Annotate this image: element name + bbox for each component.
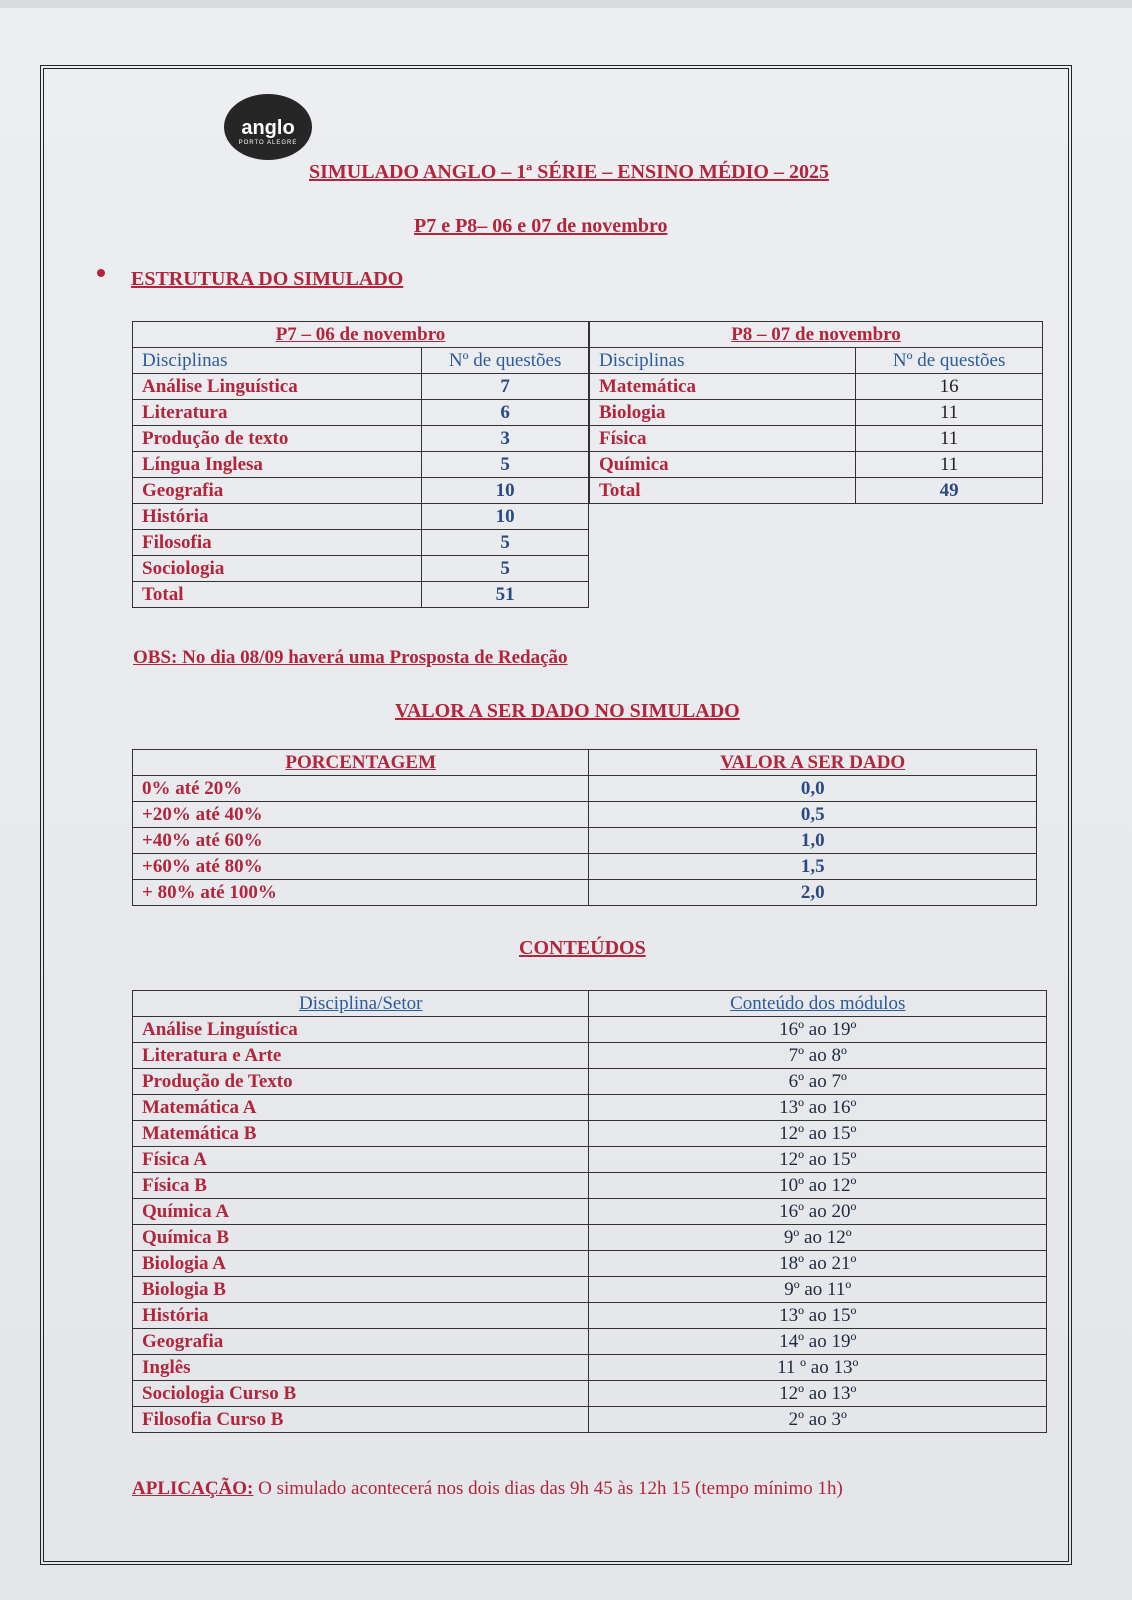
p8-discipline-cell: Biologia xyxy=(590,400,856,426)
table-row xyxy=(133,1147,1047,1173)
p7-count-cell: 3 xyxy=(422,426,589,452)
table-row xyxy=(133,504,589,530)
p7-count-cell: 6 xyxy=(422,400,589,426)
page-subtitle: P7 e P8– 06 e 07 de novembro xyxy=(414,215,668,237)
grading-header-row xyxy=(133,750,1037,776)
p7-discipline-cell: Total xyxy=(133,582,422,608)
contents-subject-cell: Inglês xyxy=(133,1355,589,1381)
grading-col-value: VALOR A SER DADO xyxy=(589,750,1037,776)
table-row xyxy=(133,426,589,452)
table-row xyxy=(590,426,1043,452)
p7-discipline-cell: Língua Inglesa xyxy=(133,452,422,478)
grading-heading: VALOR A SER DADO NO SIMULADO xyxy=(395,700,740,722)
table-row xyxy=(133,1017,1047,1043)
p7-count-cell: 7 xyxy=(422,374,589,400)
grading-table xyxy=(132,749,1037,906)
grading-value-cell: 0,5 xyxy=(589,802,1037,828)
table-row xyxy=(133,776,1037,802)
contents-subject-cell: Matemática A xyxy=(133,1095,589,1121)
structure-heading: ESTRUTURA DO SIMULADO xyxy=(131,268,404,290)
contents-subject-cell: Análise Linguística xyxy=(133,1017,589,1043)
p7-discipline-cell: Sociologia xyxy=(133,556,422,582)
table-row xyxy=(590,452,1043,478)
table-row xyxy=(133,530,589,556)
contents-modules-cell: 16º ao 20º xyxy=(589,1199,1047,1225)
contents-modules-cell: 9º ao 12º xyxy=(589,1225,1047,1251)
grading-value-cell: 1,0 xyxy=(589,828,1037,854)
contents-modules-cell: 6º ao 7º xyxy=(589,1069,1047,1095)
table-row xyxy=(590,400,1043,426)
p8-discipline-cell: Matemática xyxy=(590,374,856,400)
grading-value-cell: 2,0 xyxy=(589,880,1037,906)
table-row xyxy=(133,1329,1047,1355)
p8-count-cell: 11 xyxy=(856,452,1043,478)
table-row xyxy=(133,582,589,608)
anglo-logo xyxy=(224,94,312,160)
table-row xyxy=(133,828,1037,854)
grading-col-percent: PORCENTAGEM xyxy=(133,750,589,776)
p8-col-discipline: Disciplinas xyxy=(590,348,856,374)
contents-modules-cell: 11 º ao 13º xyxy=(589,1355,1047,1381)
p7-count-cell: 10 xyxy=(422,504,589,530)
contents-subject-cell: Física A xyxy=(133,1147,589,1173)
p7-count-cell: 51 xyxy=(422,582,589,608)
p8-discipline-cell: Química xyxy=(590,452,856,478)
p7-discipline-cell: Geografia xyxy=(133,478,422,504)
contents-col-subject: Disciplina/Setor xyxy=(133,991,589,1017)
p7-count-cell: 5 xyxy=(422,556,589,582)
table-row xyxy=(133,1043,1047,1069)
table-row xyxy=(133,1381,1047,1407)
contents-subject-cell: Física B xyxy=(133,1173,589,1199)
p8-count-cell: 49 xyxy=(856,478,1043,504)
p8-table xyxy=(589,321,1043,504)
grading-value-cell: 0,0 xyxy=(589,776,1037,802)
contents-table xyxy=(132,990,1047,1433)
application-note xyxy=(132,1478,843,1500)
contents-modules-cell: 16º ao 19º xyxy=(589,1017,1047,1043)
table-row xyxy=(133,1121,1047,1147)
table-row xyxy=(133,802,1037,828)
contents-subject-cell: Química B xyxy=(133,1225,589,1251)
contents-heading: CONTEÚDOS xyxy=(519,937,646,959)
contents-subject-cell: Produção de Texto xyxy=(133,1069,589,1095)
table-row xyxy=(133,1225,1047,1251)
contents-modules-cell: 12º ao 13º xyxy=(589,1381,1047,1407)
table-row xyxy=(590,478,1043,504)
contents-subject-cell: História xyxy=(133,1303,589,1329)
contents-modules-cell: 13º ao 15º xyxy=(589,1303,1047,1329)
p8-title-row xyxy=(590,322,1043,348)
p7-header-row xyxy=(133,348,589,374)
p7-count-cell: 5 xyxy=(422,530,589,556)
p8-count-cell: 16 xyxy=(856,374,1043,400)
p7-count-cell: 5 xyxy=(422,452,589,478)
logo-subtext: PORTO ALEGRE xyxy=(238,139,298,146)
table-row xyxy=(133,1355,1047,1381)
p7-title: P7 – 06 de novembro xyxy=(133,322,589,348)
table-row xyxy=(133,478,589,504)
p8-discipline-cell: Física xyxy=(590,426,856,452)
contents-modules-cell: 13º ao 16º xyxy=(589,1095,1047,1121)
contents-subject-cell: Geografia xyxy=(133,1329,589,1355)
p7-count-cell: 10 xyxy=(422,478,589,504)
grading-range-cell: +20% até 40% xyxy=(133,802,589,828)
p7-discipline-cell: Análise Linguística xyxy=(133,374,422,400)
bullet-icon xyxy=(97,269,105,277)
contents-modules-cell: 2º ao 3º xyxy=(589,1407,1047,1433)
table-row xyxy=(133,1069,1047,1095)
contents-modules-cell: 12º ao 15º xyxy=(589,1121,1047,1147)
table-row xyxy=(133,880,1037,906)
p7-discipline-cell: História xyxy=(133,504,422,530)
table-row xyxy=(133,1277,1047,1303)
contents-modules-cell: 12º ao 15º xyxy=(589,1147,1047,1173)
contents-modules-cell: 9º ao 11º xyxy=(589,1277,1047,1303)
table-row xyxy=(133,1095,1047,1121)
table-row xyxy=(133,556,589,582)
contents-subject-cell: Literatura e Arte xyxy=(133,1043,589,1069)
p7-discipline-cell: Produção de texto xyxy=(133,426,422,452)
page-title: SIMULADO ANGLO – 1ª SÉRIE – ENSINO MÉDIO – 2025 xyxy=(309,161,829,183)
p8-header-row xyxy=(590,348,1043,374)
contents-subject-cell: Biologia A xyxy=(133,1251,589,1277)
contents-subject-cell: Sociologia Curso B xyxy=(133,1381,589,1407)
p7-col-discipline: Disciplinas xyxy=(133,348,422,374)
contents-col-modules: Conteúdo dos módulos xyxy=(589,991,1047,1017)
table-row xyxy=(133,1199,1047,1225)
table-row xyxy=(133,1173,1047,1199)
table-row xyxy=(133,374,589,400)
table-row xyxy=(133,400,589,426)
table-row xyxy=(133,452,589,478)
grading-range-cell: 0% até 20% xyxy=(133,776,589,802)
table-row xyxy=(590,374,1043,400)
contents-subject-cell: Biologia B xyxy=(133,1277,589,1303)
contents-header-row xyxy=(133,991,1047,1017)
obs-note: OBS: No dia 08/09 haverá uma Prosposta de Redação xyxy=(133,647,568,668)
grading-range-cell: +40% até 60% xyxy=(133,828,589,854)
application-text: O simulado acontecerá nos dois dias das 9h 45 às 12h 15 (tempo mínimo 1h) xyxy=(253,1478,843,1499)
grading-range-cell: +60% até 80% xyxy=(133,854,589,880)
p7-discipline-cell: Filosofia xyxy=(133,530,422,556)
table-row xyxy=(133,1251,1047,1277)
table-row xyxy=(133,1407,1047,1433)
table-row xyxy=(133,854,1037,880)
p8-count-cell: 11 xyxy=(856,400,1043,426)
contents-modules-cell: 10º ao 12º xyxy=(589,1173,1047,1199)
p8-col-questions: Nº de questões xyxy=(856,348,1043,374)
contents-modules-cell: 14º ao 19º xyxy=(589,1329,1047,1355)
grading-value-cell: 1,5 xyxy=(589,854,1037,880)
p8-count-cell: 11 xyxy=(856,426,1043,452)
contents-modules-cell: 7º ao 8º xyxy=(589,1043,1047,1069)
contents-subject-cell: Matemática B xyxy=(133,1121,589,1147)
p7-col-questions: Nº de questões xyxy=(422,348,589,374)
contents-subject-cell: Química A xyxy=(133,1199,589,1225)
contents-modules-cell: 18º ao 21º xyxy=(589,1251,1047,1277)
p7-table xyxy=(132,321,589,608)
contents-subject-cell: Filosofia Curso B xyxy=(133,1407,589,1433)
p7-title-row xyxy=(133,322,589,348)
p7-discipline-cell: Literatura xyxy=(133,400,422,426)
p8-title: P8 – 07 de novembro xyxy=(590,322,1043,348)
application-label: APLICAÇÃO: xyxy=(132,1478,254,1499)
logo-text: anglo xyxy=(241,116,295,139)
grading-range-cell: + 80% até 100% xyxy=(133,880,589,906)
p8-discipline-cell: Total xyxy=(590,478,856,504)
table-row xyxy=(133,1303,1047,1329)
